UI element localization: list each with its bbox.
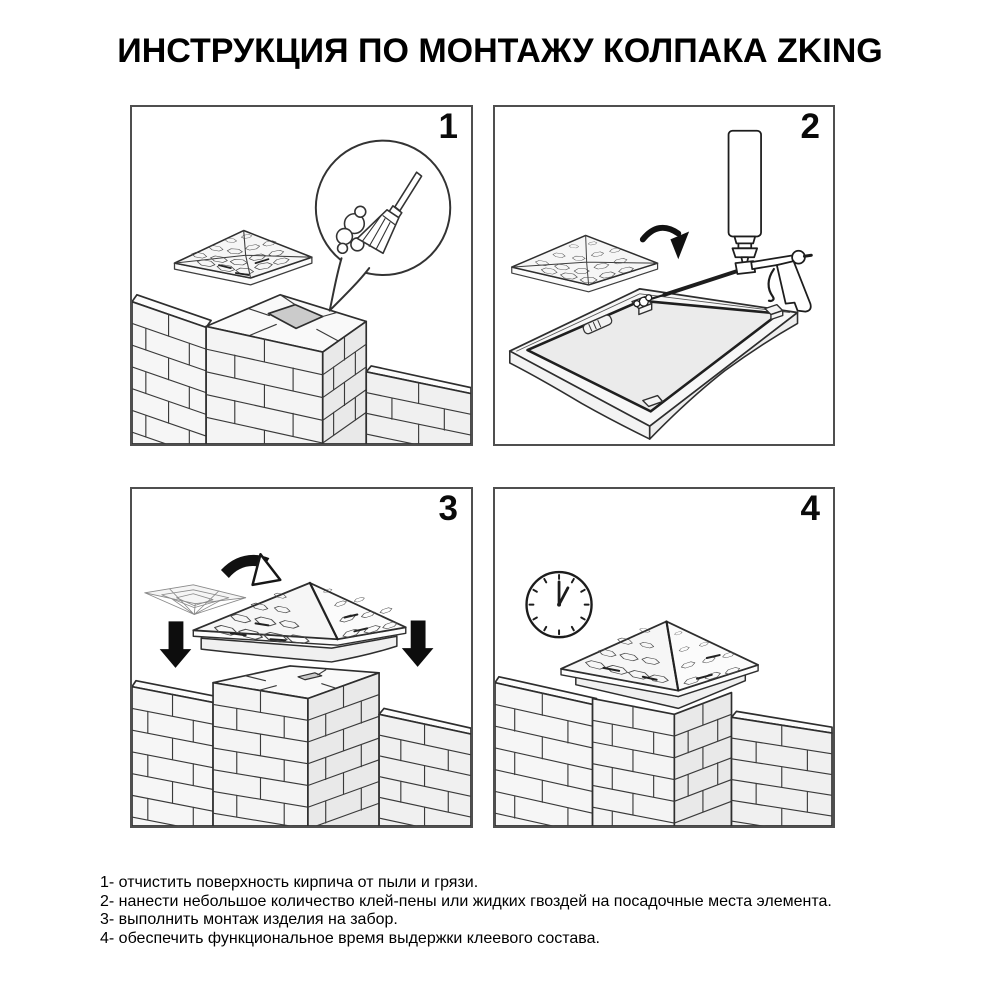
panel-step-4: [493, 487, 835, 828]
page-title: ИНСТРУКЦИЯ ПО МОНТАЖУ КОЛПАКА ZKING: [117, 32, 883, 70]
step1-illustration: [132, 107, 471, 444]
instruction-line-1: 1- отчистить поверхность кирпича от пыли и грязи.: [100, 874, 479, 891]
foam-canister: [729, 131, 762, 237]
brick-pillar: [206, 295, 366, 444]
down-arrow-left-icon: [160, 621, 192, 667]
magnifier-bubble: [316, 141, 450, 311]
step-number: 4: [800, 489, 820, 528]
instruction-line-4: 4- обеспечить функциональное время выдержки клеевого состава.: [100, 929, 600, 947]
instruction-line-2: 2- нанести небольшое количество клей-пены или жидких гвоздей на посадочные места элемента.: [100, 892, 832, 910]
step2-illustration: [495, 107, 833, 444]
flip-arrow-icon: [221, 554, 280, 585]
brick-wall-left: [132, 295, 211, 444]
brick-wall-right: [732, 711, 833, 826]
gun-barrel: [664, 271, 737, 295]
panel-step-3: [130, 487, 473, 828]
step-number: 2: [800, 107, 820, 146]
cap-top-view: [174, 231, 311, 285]
flip-arrow-icon: [643, 228, 689, 259]
brick-wall-left: [495, 677, 596, 826]
brick-wall-left: [132, 681, 217, 826]
inverted-cap-underside: [145, 585, 246, 615]
clock-icon: [527, 572, 592, 637]
step3-illustration: [132, 489, 471, 826]
step-number: 3: [438, 489, 458, 528]
gun-trigger: [769, 269, 774, 301]
foam-gun-icon: [634, 131, 811, 312]
gun-handle: [777, 261, 811, 311]
step4-illustration: [495, 489, 833, 826]
step-number: 1: [438, 107, 458, 146]
panel-step-2: [493, 105, 835, 446]
glue-tray: [510, 289, 798, 439]
brick-pillar: [593, 693, 732, 826]
instruction-line-3: 3- выполнить монтаж изделия на забор.: [100, 911, 398, 928]
cap-top-view: [512, 235, 658, 291]
instruction-list: [100, 874, 832, 948]
panel-step-1: [130, 105, 473, 446]
brick-wall-right: [366, 366, 471, 444]
brick-wall-right: [379, 708, 471, 826]
brick-pillar: [213, 666, 379, 826]
